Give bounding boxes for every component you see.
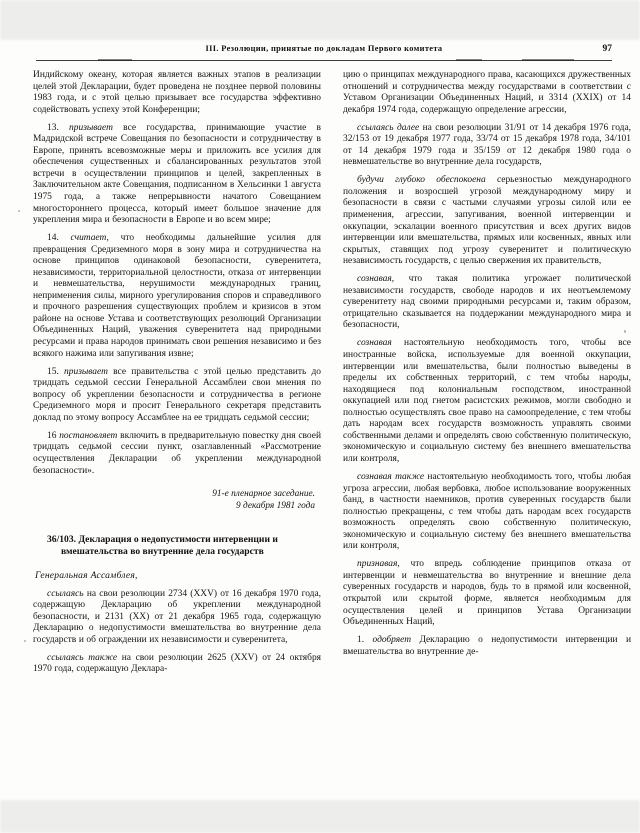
running-head-title: III. Резолюции, принятые по докладам Первого комитета: [205, 44, 443, 53]
preamble-deeply-concerned: [343, 175, 631, 267]
preamble-urgent-need: [343, 338, 631, 465]
left-column: [33, 70, 321, 815]
scan-speck-1: [18, 210, 20, 212]
paragraph-14-text: что необходимы дальнейшие усилия для превращения Средиземного моря в зону мира и сотрудничества на основе принципов одинаковой безопасности, суверенитета, независимости, территориальной целостности, отказа от интервенции и невмешательства, нерушимости международных границ, неприменения силы, мирного урегулирования споров и справедливого и прочного разрешения существующих проблем и кризисов в этом районе на основе Устава и соответствующих резолюций Организации Объединенных Наций, уважения суверенитета над природными ресурсами и права народов принимать свои решения независимо и без всякого нажима или запугивания извне;: [33, 233, 322, 359]
resolution-block: [33, 534, 321, 676]
organ-name: Генеральная Ассамблея,: [35, 570, 138, 582]
resolution-heading: [47, 534, 321, 558]
scan-smudge-bottom: [0, 800, 640, 833]
scan-speck-2: [624, 330, 626, 333]
paragraph-15-number: 15.: [47, 366, 59, 377]
paragraph-16-lead: постановляет: [59, 430, 118, 441]
preamble-deeply-concerned-text: серьезностью международного положения и возросшей угрозой международному миру и безопасности в связи с частыми случаями угрозы силой или ее применения, агрессии, запугивания, военной интервенции и оккупации, эскалации военного присутствия и всех других видов интервенции или вмешательства, прямых или косвенных, явных или скрытых, ставящих под угрозу суверенитет и политическую независимость государств, с целью свержения их правительств,: [343, 175, 632, 267]
paragraph-13-number: 13.: [47, 122, 59, 133]
preamble-recalling-2-text: на свои резолюции 2625 (XXV) от 24 октября 1970 года, содержащую Деклара-: [33, 652, 322, 675]
page-number: 97: [602, 44, 612, 54]
preamble-recognizing: [343, 559, 631, 628]
running-head: [36, 44, 612, 64]
two-column-body: [33, 70, 632, 815]
paragraph-14: [33, 233, 321, 360]
scan-speck-3: [24, 640, 26, 642]
preamble-considering-threat-lead: сознавая,: [357, 274, 395, 285]
preamble-also-conscious: [343, 472, 631, 553]
operative-paragraph-1-number: 1.: [357, 635, 365, 646]
preamble-also-conscious-lead: сознавая также: [357, 472, 425, 482]
preamble-recalling-1-lead: ссылаясь: [47, 588, 84, 599]
right-column: [343, 70, 631, 815]
header-rule-speckle-c: [522, 59, 574, 61]
preamble-recalling-2: [33, 653, 321, 676]
session-date: 9 декабря 1981 года: [236, 501, 315, 512]
paragraph-13-lead: призывает: [69, 122, 113, 133]
preamble-recalling-1: [33, 589, 321, 647]
resolution-title: Декларация о недопустимости интервенции и вмешательства во внутренние дела государств: [61, 534, 278, 558]
preamble-recognizing-text: что впредь соблюдение принципов отказа от интервенции и невмешательства во внутренние и внешние дела суверенных государств и народов, будь то в прямой или косвенной, открытой или скрытой форме, является необходимым для осуществления целей и принципов Устава Организации Объединенных Наций,: [343, 559, 632, 628]
header-rule-speckle-b: [456, 59, 482, 61]
paragraph-15-lead: призывает: [64, 366, 108, 377]
operative-paragraph-1: [343, 635, 631, 658]
preamble-deeply-concerned-lead: будучи глубоко обеспокоена: [357, 175, 486, 186]
paragraph-15: [33, 367, 321, 425]
preamble-also-conscious-text: настоятельную необходимость того, чтобы любая угроза агрессии, любая вербовка, любое использование вооруженных банд, в частности наемников, против суверенных государств были полностью прекращены, с тем чтобы дать народам всех государств возможность определять свою собственную политическую, экономическую и социальную систему без внешнего вмешательства или контроля,: [343, 472, 631, 552]
scan-smudge-top: [0, 0, 640, 40]
preamble-recalling-1-text: на свои резолюции 2734 (XXV) от 16 декабря 1970 года, содержащую Декларацию об укреплении международной безопасности, и 2131 (XX) от 21 декабря 1965 года, содержащую Декларацию о недопустимости вмешательства во внутренние дела государств и об ограждении их независимости и суверенитета,: [33, 588, 321, 645]
session-note: [33, 488, 321, 512]
preamble-urgent-need-lead: сознавая: [357, 338, 392, 349]
paragraph-13: [33, 123, 321, 227]
preamble-recalling-further-text: на свои резолюции 31/91 от 14 декабря 1976 года, 32/153 от 19 декабря 1977 года, 33/74 от 15 декабря 1978 года, 34/101 от 14 декабря 1979 года и 35/159 от 12 декабря 1980 года о невмешательстве во внутренние дела государств,: [343, 122, 632, 168]
preamble-recognizing-lead: признавая,: [357, 559, 400, 570]
session-meeting: 91-е пленарное заседание.: [212, 489, 315, 500]
operative-paragraph-1-lead: одобряет: [372, 635, 412, 646]
preamble-considering-threat: [343, 274, 631, 332]
paragraph-14-lead: считает,: [70, 233, 109, 244]
operative-paragraph-1-text: Декларацию о недопустимости интервенции и вмешательства во внутренние де-: [343, 635, 632, 657]
preamble-recalling-2-continued: цию о принципах международного права, касающихся дружественных отношений и сотрудничества между государствами в соответствии с Уставом Организации Объединенных Наций, и 3314 (XXIX) от 14 декабря 1974 года, содержащую определение агрессии,: [343, 70, 631, 115]
paragraph-15-text: все правительства с этой целью представить до тридцать седьмой сессии Генеральной Ассамблеи свои мнения по вопросу об укреплении безопасности и сотрудничества в регионе Средиземного моря и просит Генерального секретаря представить доклад по этому вопросу Ассамблее на ее тридцать седьмой сессии;: [33, 366, 322, 423]
preamble-recalling-further-lead: ссылаясь далее: [357, 122, 420, 133]
paragraph-13-text: все государства, принимающие участие в Мадридской встрече Совещания по безопасности и сотрудничеству в Европе, принять всевозможные меры и приложить все усилия для обеспечения существенных и сбалансированных результатов этой встречи в осуществлении принципов и целей, закрепленных в Заключительном акте Совещания, подписанном в Хельсинки 1 августа 1975 года, а также непрерывности начатого Совещанием многостороннего процесса, который имеет большое значение для укрепления мира и безопасности в Европе и во всем мире;: [33, 122, 321, 226]
preamble-considering-threat-text: что такая политика угрожает политической независимости государств, свободе народов и их неотъемлемому суверенитету над своими природными ресурсами и, таким образом, отрицательно сказывается на поддержании международного мира и безопасности,: [343, 274, 631, 331]
continued-paragraph-12: Индийскому океану, которая является важных этапов в реализации целей этой Декларации, будет проведена не позднее первой половины 1983 года, и с этой целью призывает все государства эффективно содействовать успеху этой Конференции;: [33, 70, 321, 115]
paragraph-16: [33, 431, 321, 477]
paragraph-14-number: 14.: [47, 233, 59, 244]
paragraph-16-text: включить в предварительную повестку дня своей тридцать седьмой сессии пункт, озаглавленный «Рассмотрение осуществления Декларации об укреплении международной безопасности».: [33, 430, 322, 476]
preamble-recalling-further: [343, 123, 631, 169]
header-rule-speckle-a: [98, 59, 132, 61]
resolution-number: 36/103.: [47, 534, 77, 546]
paragraph-16-number: 16: [47, 430, 57, 441]
preamble-recalling-2-lead: ссылаясь также: [47, 652, 118, 663]
preamble-urgent-need-text: настоятельную необходимость того, чтобы все иностранные войска, используемые для военной оккупации, интервенции или вмешательства, были полностью выведены в пределы их собственных территорий, с тем чтобы народы, находящиеся под колониальным господством, иностранной оккупацией или под гнетом расистских режимов, могли свободно и полностью осуществлять свое право на самоопределение, с тем чтобы дать народам всех государств возможность управлять своими собственными делами и определять свою собственную политическую, экономическую и социальную систему без внешнего вмешательства или контроля,: [343, 338, 631, 464]
